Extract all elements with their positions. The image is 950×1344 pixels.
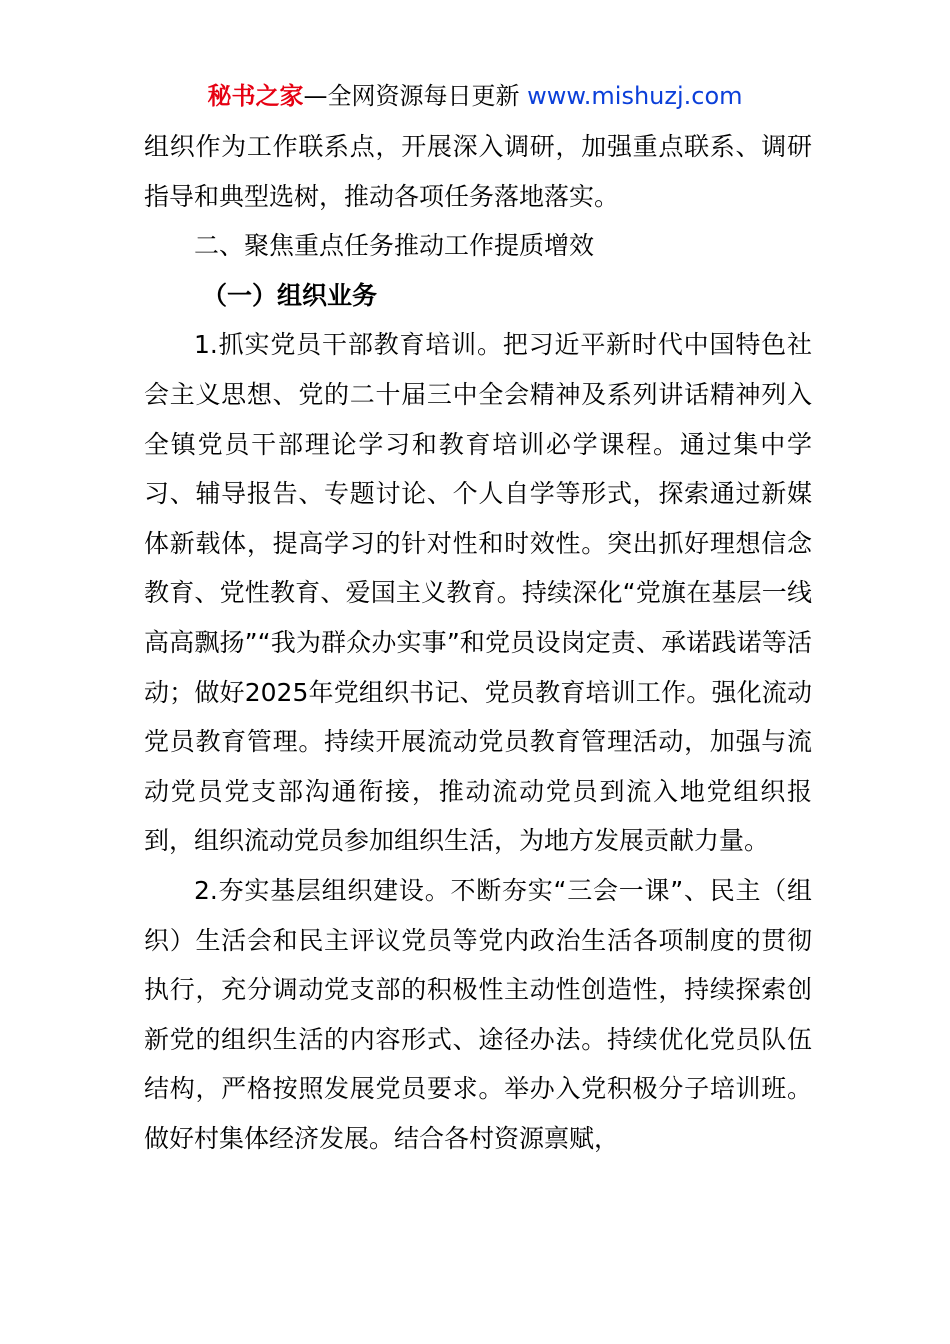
site-header <box>0 80 950 112</box>
section-heading: 二、聚焦重点任务推动工作提质增效 <box>194 231 595 261</box>
paragraph-item-1: 1.抓实党员干部教育培训。把习近平新时代中国特色社会主义思想、党的二十届三中全会精神及系列讲话精神列入全镇党员干部理论学习和教育培训必学课程。通过集中学习、辅导报告、专题讨论、个人自学等形式，探索通过新媒体新载体，提高学习的针对性和时效性。突出抓好理想信念教育、党性教育、爱国主义教育。持续深化“党旗在基层一线高高飘扬”“我为群众办实事”和党员设岗定责、承诺践诺等活动；做好2025年党组织书记、党员教育培训工作。强化流动党员教育管理。持续开展流动党员教育管理活动，加强与流动党员党支部沟通衔接，推动流动党员到流入地党组织报到，组织流动党员参加组织生活，为地方发展贡献力量。 <box>144 330 812 856</box>
site-url-link[interactable]: www.mishuzj.com <box>527 82 743 110</box>
subsection-heading: （一）组织业务 <box>202 280 378 310</box>
document-body <box>144 122 812 1163</box>
site-brand-name: 秘书之家 <box>207 82 304 110</box>
site-tagline: —全网资源每日更新 <box>303 82 528 110</box>
paragraph-item-2: 2.夯实基层组织建设。不断夯实“三会一课”、民主（组织）生活会和民主评议党员等党内政治生活各项制度的贯彻执行，充分调动党支部的积极性主动性创造性，持续探索创新党的组织生活的内容形式、途径办法。持续优化党员队伍结构，严格按照发展党员要求。举办入党积极分子培训班。做好村集体经济发展。结合各村资源禀赋， <box>144 875 812 1153</box>
paragraph-continuation: 组织作为工作联系点，开展深入调研，加强重点联系、调研指导和典型选树，推动各项任务落地落实。 <box>144 132 812 211</box>
